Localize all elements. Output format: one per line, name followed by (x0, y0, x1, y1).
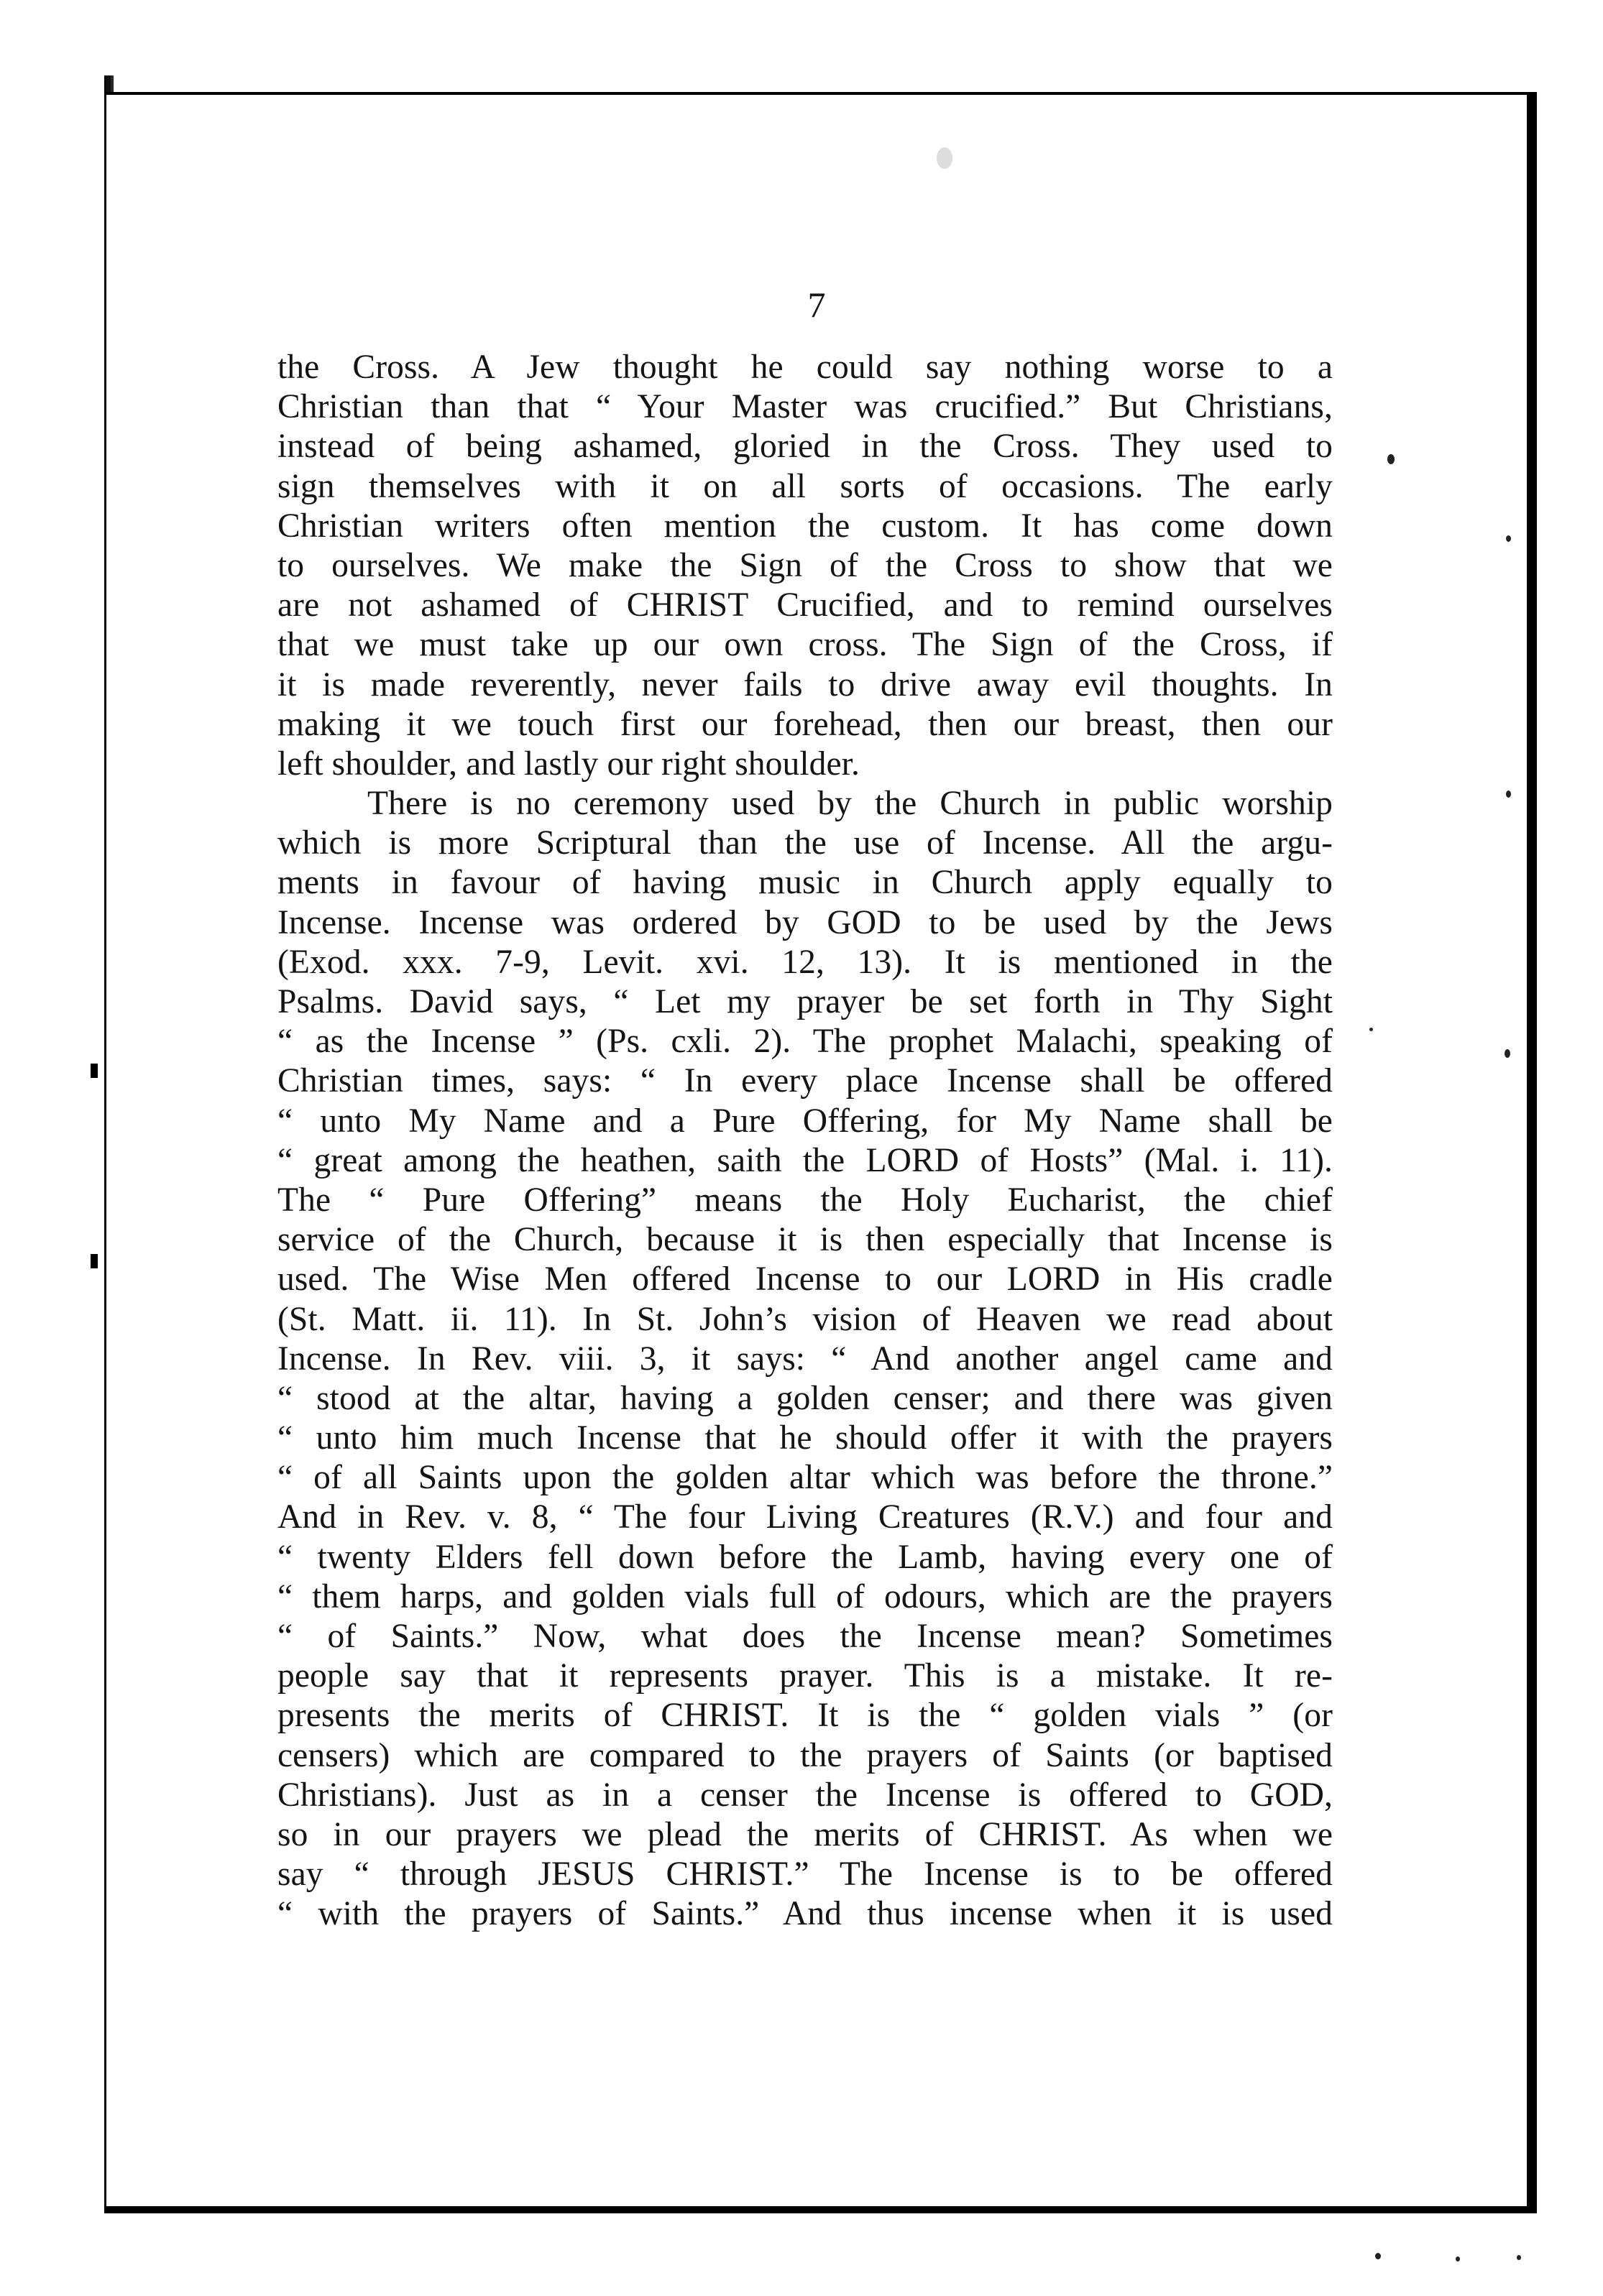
text-line: to ourselves. We make the Sign of the Cross to show that we (277, 546, 1333, 584)
scan-speck (1506, 790, 1511, 798)
text-line: Christian than that “ Your Master was crucified.” But Christians, (277, 388, 1333, 426)
text-line: censers) which are compared to the prayers of Saints (or baptised (277, 1736, 1333, 1774)
scan-speck (1369, 1028, 1373, 1031)
text-line: And in Rev. v. 8, “ The four Living Creatures (R.V.) and four and (277, 1498, 1333, 1536)
text-line: presents the merits of CHRIST. It is the “ golden vials ” (or (277, 1697, 1333, 1735)
text-line: used. The Wise Men offered Incense to our LORD in His cradle (277, 1260, 1333, 1299)
text-line: sign themselves with it on all sorts of occasions. The early (277, 467, 1333, 505)
text-line: people say that it represents prayer. This is a mistake. It re- (277, 1657, 1333, 1695)
scan-speck (937, 147, 952, 169)
scan-speck (1375, 2253, 1381, 2259)
body-text (277, 348, 1333, 1935)
text-line: “ of Saints.” Now, what does the Incense mean? Sometimes (277, 1618, 1333, 1655)
text-line: instead of being ashamed, gloried in the Cross. They used to (277, 428, 1333, 466)
text-line: so in our prayers we plead the merits of CHRIST. As when we (277, 1815, 1333, 1853)
text-line: Incense. Incense was ordered by GOD to be used by the Jews (277, 903, 1333, 941)
text-line: (St. Matt. ii. 11). In St. John’s vision of Heaven we read about (277, 1300, 1333, 1338)
text-line: the Cross. A Jew thought he could say nothing worse to a (277, 349, 1333, 386)
page-number: 7 (807, 285, 826, 325)
text-line: “ twenty Elders fell down before the Lamb, having every one of (277, 1538, 1333, 1576)
text-line: Christian times, says: “ In every place Incense shall be offered (277, 1062, 1333, 1100)
paragraph-start-line: There is no ceremony used by the Church in public worship (367, 785, 1333, 823)
scan-speck (1387, 454, 1395, 464)
scan-speck (1505, 1049, 1510, 1058)
text-line: “ with the prayers of Saints.” And thus incense when it is used (277, 1895, 1333, 1933)
scan-speck (1456, 2256, 1460, 2262)
text-line: “ great among the heathen, saith the LORD of Hosts” (Mal. i. 11). (277, 1141, 1333, 1179)
text-line: “ unto him much Incense that he should offer it with the prayers (277, 1419, 1333, 1457)
text-line: that we must take up our own cross. The Sign of the Cross, if (277, 626, 1333, 664)
scan-speck (1517, 2255, 1521, 2260)
book-page (106, 92, 1537, 2213)
text-line: service of the Church, because it is then especially that Incense is (277, 1221, 1333, 1259)
text-line: The “ Pure Offering” means the Holy Eucharist, the chief (277, 1181, 1333, 1219)
scan-speck (1506, 535, 1511, 542)
text-line: say “ through JESUS CHRIST.” The Incense is to be offered (277, 1855, 1333, 1894)
text-line: which is more Scriptural than the use of Incense. All the argu- (277, 824, 1333, 862)
text-line: “ stood at the altar, having a golden censer; and there was given (277, 1379, 1333, 1417)
text-line: “ of all Saints upon the golden altar which was before the throne.” (277, 1459, 1333, 1497)
text-line: are not ashamed of CHRIST Crucified, and to remind ourselves (277, 586, 1333, 624)
text-line: Incense. In Rev. viii. 3, it says: “ And another angel came and (277, 1340, 1333, 1378)
text-line: left shoulder, and lastly our right shoulder. (277, 744, 860, 783)
edge-mark (1527, 1714, 1537, 1750)
text-line: Christian writers often mention the custom. It has come down (277, 507, 1333, 545)
text-line: “ unto My Name and a Pure Offering, for My Name shall be (277, 1102, 1333, 1140)
text-line: Psalms. David says, “ Let my prayer be set forth in Thy Sight (277, 983, 1333, 1020)
text-line: ments in favour of having music in Church apply equally to (277, 864, 1333, 902)
edge-mark (91, 1064, 98, 1078)
text-line: “ them harps, and golden vials full of odours, which are the prayers (277, 1577, 1333, 1615)
text-line: (Exod. xxx. 7-9, Levit. xvi. 12, 13). It is mentioned in the (277, 943, 1333, 981)
text-line: making it we touch first our forehead, then our breast, then our (277, 705, 1333, 743)
previous-page-edge (0, 75, 111, 2213)
text-line: “ as the Incense ” (Ps. cxli. 2). The prophet Malachi, speaking of (277, 1023, 1333, 1061)
edge-mark (91, 1254, 98, 1268)
text-line: Christians). Just as in a censer the Incense is offered to GOD, (277, 1776, 1333, 1814)
text-line: it is made reverently, never fails to drive away evil thoughts. In (277, 665, 1333, 704)
